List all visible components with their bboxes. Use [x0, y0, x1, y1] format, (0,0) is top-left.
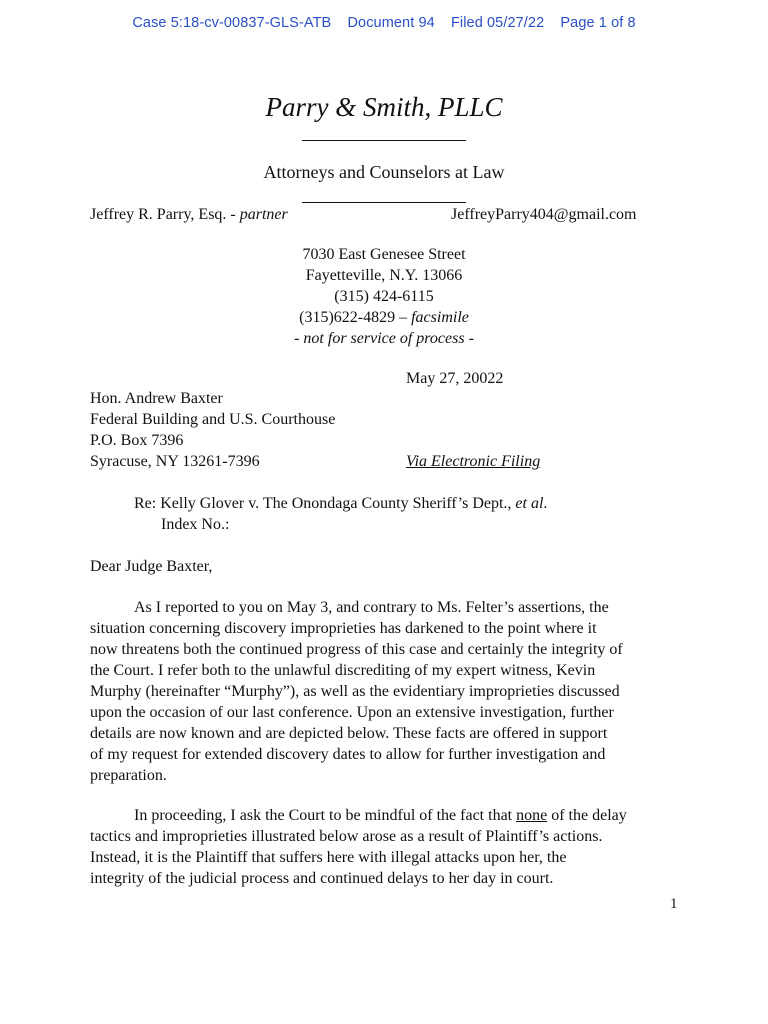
re-period: .: [543, 495, 548, 512]
body-paragraph-2: [90, 805, 680, 889]
case-number: Case 5:18-cv-00837-GLS-ATB: [132, 15, 332, 31]
court-filing-stamp: [0, 15, 768, 31]
fax-label: facsimile: [411, 309, 469, 326]
page-number: 1: [670, 896, 678, 912]
recipient-city: Syracuse, NY 13261-7396: [90, 453, 260, 470]
firm-subtitle: Attorneys and Counselors at Law: [263, 162, 505, 182]
recipient-po-box: P.O. Box 7396: [90, 432, 184, 449]
attorney-line: [90, 204, 288, 225]
paragraph-line: the Court. I refer both to the unlawful discrediting of my expert witness, Kevin: [90, 662, 596, 679]
re-case-title: Re: Kelly Glover v. The Onondaga County Sheriff’s Dept.,: [134, 495, 512, 512]
firm-address-block: [0, 244, 768, 349]
salutation: Dear Judge Baxter,: [90, 558, 213, 575]
paragraph-line: of my request for extended discovery dates to allow for further investigation and: [90, 746, 606, 763]
index-number: Index No.:: [161, 516, 230, 533]
divider-bottom: [302, 202, 466, 203]
paragraph-line: upon the occasion of our last conference. Upon an extensive investigation, further: [90, 704, 614, 721]
phone-number: (315) 424-6115: [334, 288, 434, 305]
paragraph-text: of the delay: [547, 807, 627, 824]
paragraph-line: situation concerning discovery improprieties has darkened to the point where it: [90, 620, 597, 637]
paragraph-line: Murphy (hereinafter “Murphy”), as well as the evidentiary improprieties discussed: [90, 683, 620, 700]
paragraph-line: now threatens both the continued progress of this case and certainly the integrity of: [90, 641, 623, 658]
divider-top: [302, 140, 466, 141]
page-count: Page 1 of 8: [560, 15, 636, 31]
recipient-building: Federal Building and U.S. Courthouse: [90, 411, 336, 428]
attorney-email: JeffreyParry404@gmail.com: [451, 206, 637, 223]
paragraph-text: In proceeding, I ask the Court to be mindful of the fact that: [134, 807, 517, 824]
paragraph-line: Instead, it is the Plaintiff that suffers here with illegal attacks upon her, the: [90, 849, 567, 866]
paragraph-line: details are now known and are depicted below. These facts are offered in support: [90, 725, 608, 742]
re-et-al: et al: [515, 495, 544, 512]
body-paragraph-1: [90, 597, 680, 786]
fax-number: (315)622-4829 –: [299, 309, 408, 326]
delivery-method: Via Electronic Filing: [406, 453, 541, 470]
emphasis-none: none: [516, 807, 548, 824]
service-note: - not for service of process -: [294, 330, 474, 347]
re-line: [134, 493, 547, 514]
fax-line: [0, 307, 768, 328]
attorney-role: partner: [239, 206, 288, 223]
street-address: 7030 East Genesee Street: [302, 246, 466, 263]
attorney-name: Jeffrey R. Parry, Esq. -: [90, 206, 236, 223]
city-address: Fayetteville, N.Y. 13066: [305, 267, 463, 284]
paragraph-line: tactics and improprieties illustrated below arose as a result of Plaintiff’s actions.: [90, 828, 603, 845]
paragraph-line: integrity of the judicial process and continued delays to her day in court.: [90, 870, 554, 887]
paragraph-line: [90, 805, 680, 826]
recipient-name: Hon. Andrew Baxter: [90, 390, 223, 407]
firm-name: Parry & Smith, PLLC: [265, 92, 503, 122]
paragraph-text: As I reported to you on May 3, and contrary to Ms. Felter’s assertions, the: [134, 599, 609, 616]
document-number: Document 94: [347, 15, 435, 31]
filed-date: Filed 05/27/22: [450, 15, 545, 31]
letter-date: May 27, 20022: [406, 370, 504, 387]
paragraph-line: [90, 597, 680, 618]
paragraph-line: preparation.: [90, 767, 167, 784]
